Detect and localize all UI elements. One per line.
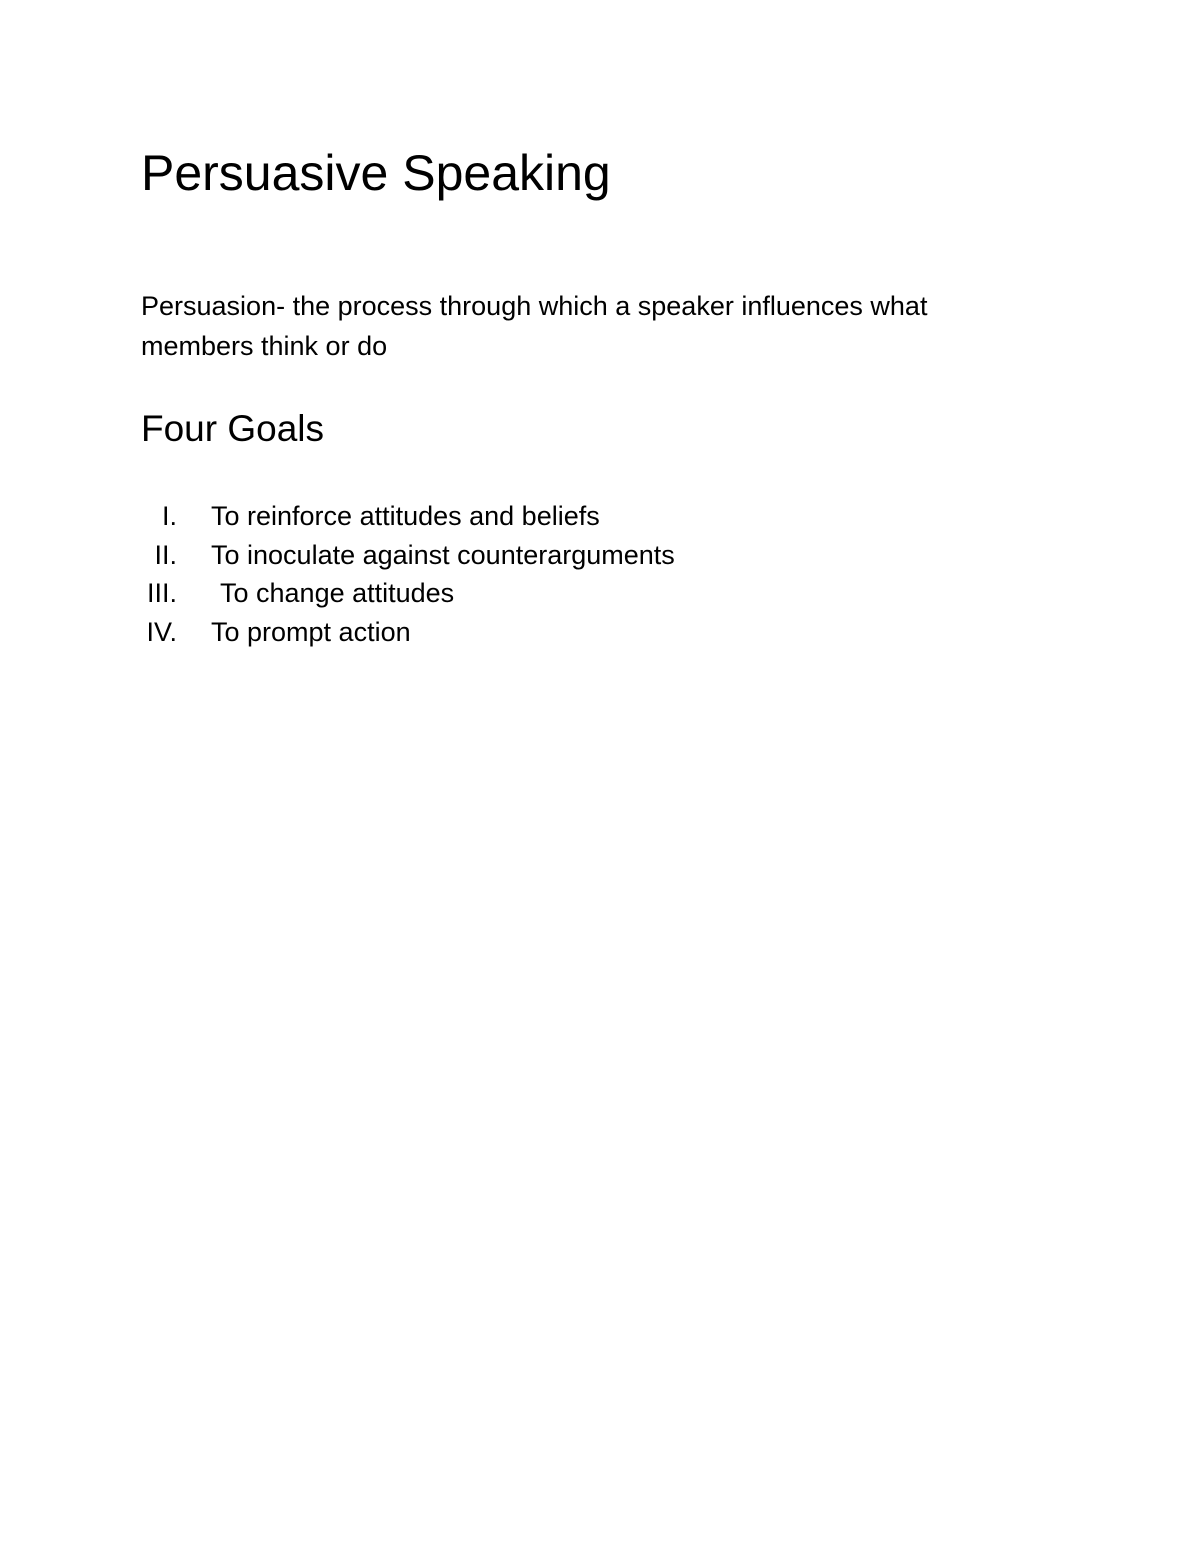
goal-text: To reinforce attitudes and beliefs <box>211 501 600 531</box>
document-title: Persuasive Speaking <box>141 145 611 201</box>
goal-text: To inoculate against counterarguments <box>211 539 675 570</box>
section-heading-four-goals: Four Goals <box>141 408 325 449</box>
goal-text: To change attitudes <box>220 578 455 608</box>
definition-line-1: Persuasion- the process through which a speaker influences what <box>141 291 928 321</box>
goal-numeral: IV. <box>146 616 177 647</box>
goal-text: To prompt action <box>211 616 411 647</box>
goal-numeral: I. <box>161 501 177 531</box>
persuasion-definition <box>141 286 1041 366</box>
goal-numeral: III. <box>146 578 177 608</box>
definition-line-2: members think or do <box>141 331 388 361</box>
goal-numeral: II. <box>154 539 177 570</box>
